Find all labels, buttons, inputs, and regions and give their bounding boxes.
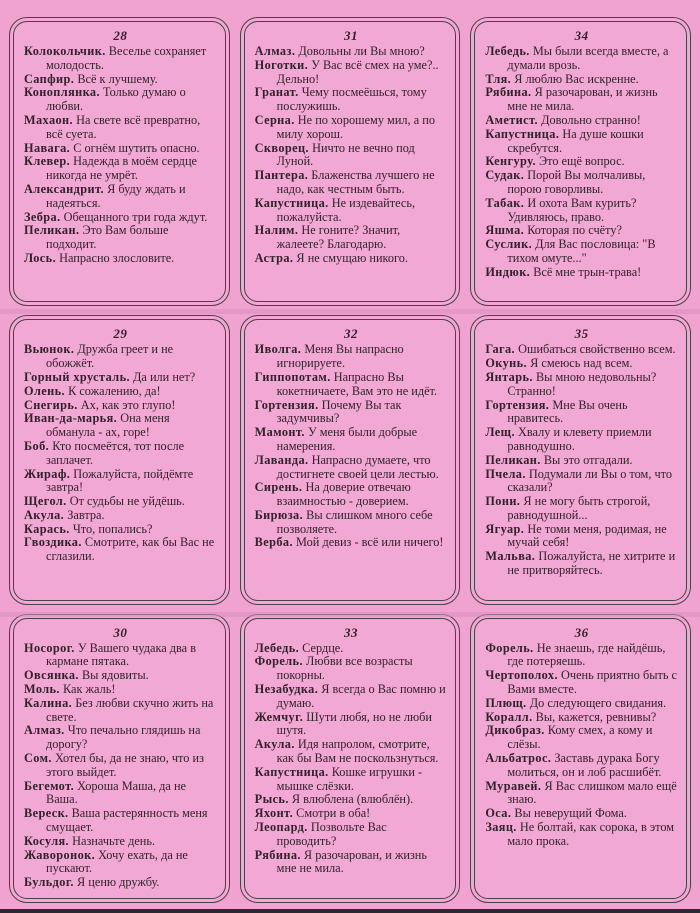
- entry: [255, 197, 448, 225]
- entry-term: Лаванда.: [254, 452, 309, 467]
- entry-phrase: Шути любя, но не люби шутя.: [276, 709, 433, 738]
- card: [470, 17, 691, 306]
- entry: [255, 86, 448, 114]
- entry-phrase: До следующего свидания.: [529, 695, 667, 710]
- card-inner: [474, 21, 687, 302]
- entry: [485, 807, 678, 821]
- entry-phrase: Вы слишком много себе позволяете.: [276, 507, 433, 536]
- entry-term: Кенгуру.: [485, 154, 536, 169]
- entry-term: Косуля.: [24, 833, 70, 848]
- entry-phrase: Подумали ли Вы о том, что сказали?: [507, 466, 673, 495]
- entry-term: Суслик.: [485, 237, 533, 252]
- entry-term: Форель.: [254, 654, 303, 669]
- entry-phrase: Она меня обманула - ах, горе!: [46, 411, 170, 440]
- entry: [255, 426, 448, 454]
- entry: [485, 669, 678, 697]
- entry-term: Табак.: [485, 195, 525, 210]
- entry-term: Бегемот.: [24, 778, 75, 793]
- entry-phrase: Мой девиз - всё или ничего!: [296, 535, 444, 550]
- entry-phrase: Я влюблена (влюблён).: [291, 792, 414, 807]
- entry-term: Плющ.: [485, 695, 527, 710]
- entry: [24, 849, 217, 877]
- card: [9, 315, 230, 604]
- entry: [255, 536, 448, 550]
- page-bottom-strip: [0, 909, 700, 913]
- entry: [485, 711, 678, 725]
- entry: [485, 343, 678, 357]
- entry-term: Рябина.: [254, 847, 301, 862]
- entry: [485, 468, 678, 496]
- entry: [485, 454, 678, 468]
- entry-phrase: Я Вас слишком мало ещё знаю.: [507, 778, 677, 807]
- entry-term: Аметист.: [485, 112, 539, 127]
- entry: [255, 655, 448, 683]
- card: [240, 17, 461, 306]
- entry: [24, 399, 217, 413]
- entry-phrase: Любви все возрасты покорны.: [276, 654, 413, 683]
- entry: [255, 821, 448, 849]
- entry: [485, 399, 678, 427]
- entry: [24, 509, 217, 523]
- entry-term: Астра.: [254, 250, 294, 265]
- entry-phrase: Хотел бы, да не знаю, что из этого выйдет.: [46, 751, 204, 779]
- entry-term: Жираф.: [24, 466, 71, 481]
- entry: [485, 114, 678, 128]
- entry-phrase: Блаженства лучшего не надо, как честным быть.: [276, 168, 435, 196]
- entry: [255, 169, 448, 197]
- entry-term: Мамонт.: [254, 425, 305, 440]
- card-inner: [474, 618, 687, 899]
- entry: [24, 371, 217, 385]
- entry: [24, 780, 217, 808]
- entry: [255, 45, 448, 59]
- card-inner: [244, 21, 457, 302]
- entry-phrase: Пожалуйста, не хитрите и не притворяйтесь.: [507, 549, 676, 578]
- entry-term: Гранат.: [254, 85, 299, 100]
- entry: [485, 642, 678, 670]
- entry: [24, 73, 217, 87]
- entry-term: Боб.: [24, 438, 50, 453]
- entry-phrase: Довольно странно!: [541, 112, 641, 127]
- card-inner: [13, 618, 226, 899]
- entry-term: Пчела.: [485, 466, 526, 481]
- card-number: 28: [113, 28, 128, 43]
- entry: [255, 766, 448, 794]
- entry-phrase: От судьбы не уйдёшь.: [69, 494, 185, 509]
- entry: [485, 780, 678, 808]
- entry-term: Алмаз.: [254, 44, 296, 58]
- entry-phrase: С огнём шутить опасно.: [73, 140, 200, 155]
- entry-phrase: Чему посмеёшься, тому послужишь.: [276, 85, 427, 114]
- entry-term: Гага.: [485, 342, 516, 357]
- entry: [485, 550, 678, 578]
- entry-term: Рысь.: [254, 792, 289, 807]
- card-inner: [244, 618, 457, 899]
- entry: [485, 495, 678, 523]
- entry-term: Оса.: [485, 806, 512, 821]
- entry-term: Серна.: [254, 112, 295, 127]
- card-number: 29: [113, 326, 128, 342]
- entry: [255, 807, 448, 821]
- entry-term: Калина.: [24, 695, 73, 710]
- entry-term: Махаон.: [24, 112, 73, 127]
- entry-term: Бирюза.: [254, 507, 304, 522]
- entry-phrase: На свете всё превратно, всё суета.: [46, 112, 201, 141]
- entry-phrase: Не гоните? Значит, жалеете? Благодарю.: [276, 223, 401, 252]
- entry: [485, 523, 678, 551]
- card-number: 34: [574, 28, 589, 43]
- entry-phrase: Обещанного три года ждут.: [63, 209, 208, 224]
- entry: [24, 835, 217, 849]
- entry: [255, 454, 448, 482]
- entry-term: Ягуар.: [485, 521, 525, 536]
- entry: [255, 142, 448, 170]
- entry-term: Капустница.: [485, 126, 560, 141]
- entry-term: Форель.: [485, 640, 534, 655]
- entry-phrase: Вы мною недовольны? Странно!: [507, 369, 657, 398]
- card-number: 30: [113, 624, 128, 640]
- entry-term: Заяц.: [485, 820, 517, 835]
- entry-term: Акула.: [254, 737, 295, 752]
- entry: [24, 807, 217, 835]
- entry-phrase: Как жаль!: [63, 682, 116, 697]
- entry-term: Щегол.: [24, 494, 67, 509]
- entry: [485, 155, 678, 169]
- entry-term: Акула.: [24, 507, 65, 522]
- card-inner: [244, 319, 457, 600]
- entry: [24, 155, 217, 183]
- entry-phrase: Хочу ехать, да не пускают.: [46, 847, 188, 876]
- entry: [24, 876, 217, 890]
- entry-phrase: Надежда в моём сердце никогда не умрёт.: [46, 154, 197, 183]
- entry-phrase: Заставь дурака Богу молиться, он и лоб расшибёт.: [507, 751, 662, 779]
- entry: [24, 385, 217, 399]
- entry-term: Индюк.: [485, 264, 531, 279]
- entry: [255, 849, 448, 877]
- entry-phrase: Вы, кажется, ревнивы?: [535, 709, 657, 724]
- entry-phrase: Да или нет?: [133, 369, 196, 384]
- entry-term: Гортензия.: [254, 397, 319, 412]
- entry: [255, 481, 448, 509]
- entry-phrase: К сожалению, да!: [68, 383, 161, 398]
- entry-phrase: Довольны ли Вы мною?: [298, 44, 425, 58]
- entry-term: Мальва.: [485, 549, 536, 564]
- entry-phrase: Порой Вы молчаливы, порою говорливы.: [507, 168, 646, 196]
- entry-term: Иван-да-марья.: [24, 411, 118, 426]
- entry-phrase: Без любви скучно жить на свете.: [46, 695, 214, 724]
- entry-phrase: Кто посмеётся, тот после заплачет.: [46, 438, 185, 467]
- entry: [485, 357, 678, 371]
- entry: [255, 343, 448, 371]
- entry-term: Рябина.: [485, 85, 532, 100]
- entry-phrase: Это Вам больше подходит.: [46, 223, 169, 252]
- entry-phrase: И охота Вам курить? Удивляюсь, право.: [507, 195, 637, 224]
- entry-term: Жемчуг.: [254, 709, 304, 724]
- entry-term: Вьюнок.: [24, 342, 75, 357]
- entry-phrase: Для Вас пословица: "В тихом омуте...": [507, 237, 656, 265]
- entry: [485, 238, 678, 266]
- entry: [24, 536, 217, 564]
- entry: [24, 412, 217, 440]
- entry: [24, 724, 217, 752]
- entry-phrase: Мы были всегда вместе, а думали врозь.: [507, 44, 669, 72]
- entry-term: Дикобраз.: [485, 723, 545, 738]
- card-inner: [474, 319, 687, 600]
- entry: [485, 371, 678, 399]
- entry-term: Альбатрос.: [485, 751, 552, 766]
- entry-phrase: Я буду ждать и надеяться.: [46, 181, 186, 210]
- entry-phrase: Ничто не вечно под Луной.: [276, 140, 415, 169]
- entry-phrase: Я всегда о Вас помню и думаю.: [276, 682, 446, 710]
- entry-term: Навага.: [24, 140, 71, 155]
- entry-phrase: Кому смех, а кому и слёзы.: [507, 723, 653, 752]
- card-number: 33: [343, 624, 358, 640]
- entry-term: Гортензия.: [485, 397, 550, 412]
- entry-phrase: Я разочарован, и жизнь мне не мила.: [276, 847, 427, 876]
- entry-term: Лещ.: [485, 425, 515, 440]
- entry-term: Леопард.: [254, 820, 308, 835]
- entry-term: Пантера.: [254, 168, 309, 183]
- entry-term: Тля.: [485, 71, 512, 86]
- entry-phrase: Пожалуйста, пойдёмте завтра!: [46, 466, 194, 495]
- entry-phrase: Напрасно думаете, что достигнете своей цели лестью.: [276, 452, 439, 481]
- entry-phrase: Всё к лучшему.: [77, 71, 158, 86]
- entry-phrase: Не болтай, как сорока, в этом мало прока.: [507, 820, 675, 848]
- entry-term: Коноплянка.: [24, 85, 100, 100]
- entry-term: Верба.: [254, 535, 293, 550]
- entry: [24, 495, 217, 509]
- entry-phrase: Кошке игрушки - мышке слёзки.: [276, 764, 423, 793]
- entry: [24, 683, 217, 697]
- entry-phrase: Это ещё вопрос.: [539, 154, 625, 169]
- entry-phrase: Хороша Маша, да не Ваша.: [46, 778, 186, 807]
- entry-term: Клевер.: [24, 154, 71, 169]
- entry: [485, 266, 678, 280]
- entry: [485, 128, 678, 156]
- entry-term: Коралл.: [485, 709, 533, 724]
- entry-phrase: Напрасно злословите.: [59, 250, 175, 265]
- card: [470, 315, 691, 604]
- entry-term: Алмаз.: [24, 723, 65, 738]
- entry: [24, 669, 217, 683]
- entry-term: Зебра.: [24, 209, 61, 224]
- entry-term: Гиппопотам.: [254, 369, 331, 384]
- entry-term: Вереск.: [24, 806, 69, 821]
- entry-phrase: На доверие отвечаю взаимностью - доверием.: [276, 480, 411, 509]
- entry-phrase: Не знаешь, где найдёшь, где потеряешь.: [507, 640, 666, 669]
- entry-term: Незабудка.: [254, 682, 319, 697]
- entry-term: Капустница.: [254, 195, 329, 210]
- entry-phrase: Дружба греет и не обожжёт.: [46, 342, 174, 371]
- entry: [485, 45, 678, 73]
- entry-phrase: Смотри в оба!: [296, 806, 371, 821]
- entry-term: Карась.: [24, 521, 70, 536]
- entry-term: Сирень.: [254, 480, 303, 495]
- entry-term: Овсянка.: [24, 668, 79, 683]
- entry-term: Ноготки.: [254, 57, 309, 72]
- entry-phrase: Не издевайтесь, пожалуйста.: [276, 195, 416, 224]
- card: [9, 17, 230, 306]
- entry-term: Судак.: [485, 168, 525, 183]
- entry-phrase: Вы ядовиты.: [81, 668, 149, 683]
- entry: [255, 642, 448, 656]
- entry-term: Чертополох.: [485, 668, 558, 683]
- entry-term: Пеликан.: [24, 223, 80, 238]
- entry-phrase: Меня Вы напрасно игнорируете.: [276, 342, 404, 371]
- entry-phrase: Смотрите, как бы Вас не сглазили.: [46, 535, 215, 564]
- entry-phrase: Я ценю дружбу.: [77, 875, 160, 890]
- row-divider-shadow: [0, 309, 700, 314]
- entry-phrase: Что, попались?: [72, 521, 153, 536]
- card-number: 36: [574, 624, 589, 640]
- entry-term: Снегирь.: [24, 397, 78, 412]
- entry-term: Олень.: [24, 383, 65, 398]
- entry-term: Гвоздика.: [24, 535, 82, 550]
- card: [240, 315, 461, 604]
- card-number: 35: [574, 326, 589, 342]
- card: [240, 614, 461, 903]
- entry-term: Иволга.: [254, 342, 302, 357]
- entry-term: Пеликан.: [485, 452, 541, 467]
- entry-term: Муравей.: [485, 778, 542, 793]
- entry: [24, 224, 217, 252]
- entry: [485, 752, 678, 780]
- entry: [485, 86, 678, 114]
- entry-phrase: Только думаю о любви.: [46, 85, 186, 114]
- entry-phrase: Я люблю Вас искренне.: [514, 71, 639, 86]
- entry: [255, 114, 448, 142]
- entry-phrase: Ах, как это глупо!: [80, 397, 176, 412]
- entry: [485, 697, 678, 711]
- entry: [24, 183, 217, 211]
- entry-phrase: Вы неверущий Фома.: [514, 806, 627, 821]
- entry-term: Моль.: [24, 682, 60, 697]
- entry: [255, 711, 448, 739]
- entry: [485, 73, 678, 87]
- entry: [485, 197, 678, 225]
- row-divider-shadow: [0, 612, 700, 617]
- entry-term: Александрит.: [24, 181, 104, 196]
- entry-term: Яшма.: [485, 223, 525, 238]
- entry: [255, 371, 448, 399]
- entry: [24, 252, 217, 266]
- entry-phrase: Почему Вы так задумчивы?: [276, 397, 402, 426]
- entry: [24, 468, 217, 496]
- entry: [485, 224, 678, 238]
- entry-phrase: Которая по счёту?: [527, 223, 622, 238]
- entry: [255, 59, 448, 87]
- entry: [485, 426, 678, 454]
- entry-phrase: Идя напролом, смотрите, как бы Вам не поскользнуться.: [276, 737, 439, 766]
- entry-phrase: Напрасно Вы кокетничаете, Вам это не идёт.: [276, 369, 438, 398]
- card-inner: [13, 319, 226, 600]
- entry-term: Носорог.: [24, 640, 75, 655]
- entry-phrase: У меня были добрые намерения.: [276, 425, 418, 453]
- entry: [485, 821, 678, 849]
- entry-phrase: На душе кошки скребутся.: [507, 126, 644, 155]
- entry-phrase: Веселье сохраняет молодость.: [46, 44, 207, 72]
- entry-phrase: Всё мне трын-трава!: [533, 264, 642, 279]
- entry-phrase: Не томи меня, родимая, не мучай себя!: [507, 521, 667, 550]
- entry: [255, 224, 448, 252]
- entry-phrase: Завтра.: [67, 507, 105, 522]
- entry-term: Колокольчик.: [24, 44, 106, 58]
- entry-phrase: Я разочарован, и жизнь мне не мила.: [507, 85, 658, 114]
- entry-phrase: Назначьте день.: [72, 833, 156, 848]
- entry-phrase: Ваша растерянность меня смущает.: [46, 806, 208, 835]
- card-number: 31: [343, 28, 358, 43]
- entry: [24, 752, 217, 780]
- entry: [24, 440, 217, 468]
- entry: [24, 697, 217, 725]
- entry-phrase: У Вашего чудака два в кармане пятака.: [46, 640, 197, 669]
- entry-term: Янтарь.: [485, 369, 533, 384]
- entry-term: Сом.: [24, 751, 52, 766]
- entry-term: Капустница.: [254, 764, 329, 779]
- entry-term: Пони.: [485, 494, 521, 509]
- entry-term: Лебедь.: [485, 44, 530, 58]
- entry-phrase: Я не могу быть строгой, равнодушной...: [507, 494, 651, 522]
- entry-phrase: Мне Вы очень нравитесь.: [507, 397, 628, 426]
- entry: [24, 523, 217, 537]
- entry-term: Сапфир.: [24, 71, 75, 86]
- entry-phrase: Я не смущаю никого.: [296, 250, 409, 265]
- entry-term: Горный хрусталь.: [24, 369, 130, 384]
- entry-phrase: Что печально глядишь на дорогу?: [46, 723, 201, 752]
- entry: [24, 211, 217, 225]
- entry: [255, 793, 448, 807]
- card-number: 32: [343, 326, 358, 342]
- entry: [485, 724, 678, 752]
- entry: [24, 343, 217, 371]
- entry-term: Лебедь.: [254, 640, 300, 655]
- entry-phrase: Не по хорошему мил, а по милу хорош.: [276, 112, 435, 141]
- entry: [24, 142, 217, 156]
- entry-phrase: Я смеюсь над всем.: [530, 356, 633, 371]
- entry: [255, 683, 448, 711]
- entry-term: Лось.: [24, 250, 57, 265]
- entry-phrase: Позвольте Вас проводить?: [276, 820, 387, 848]
- entry: [255, 252, 448, 266]
- entry-term: Скворец.: [254, 140, 309, 155]
- entry: [24, 86, 217, 114]
- entry-term: Жаворонок.: [24, 847, 96, 862]
- card: [9, 614, 230, 903]
- entry-phrase: Хвалу и клевету приемли равнодушно.: [507, 425, 652, 453]
- entry: [24, 45, 217, 73]
- entry-term: Бульдог.: [24, 875, 74, 890]
- entry: [255, 738, 448, 766]
- entry-term: Яхонт.: [254, 806, 294, 821]
- card: [470, 614, 691, 903]
- entry: [24, 642, 217, 670]
- entry: [255, 509, 448, 537]
- card-inner: [13, 21, 226, 302]
- entry: [255, 399, 448, 427]
- entry-term: Налим.: [254, 223, 299, 238]
- entry-phrase: Очень приятно быть с Вами вместе.: [507, 668, 677, 697]
- entry-phrase: Вы это отгадали.: [543, 452, 633, 467]
- entry: [485, 169, 678, 197]
- entry-phrase: Ошибаться свойственно всем.: [518, 342, 676, 357]
- entry: [24, 114, 217, 142]
- entry-term: Окунь.: [485, 356, 528, 371]
- entry-phrase: У Вас всё смех на уме?.. Дельно!: [276, 57, 439, 86]
- entry-phrase: Сердце.: [302, 640, 344, 655]
